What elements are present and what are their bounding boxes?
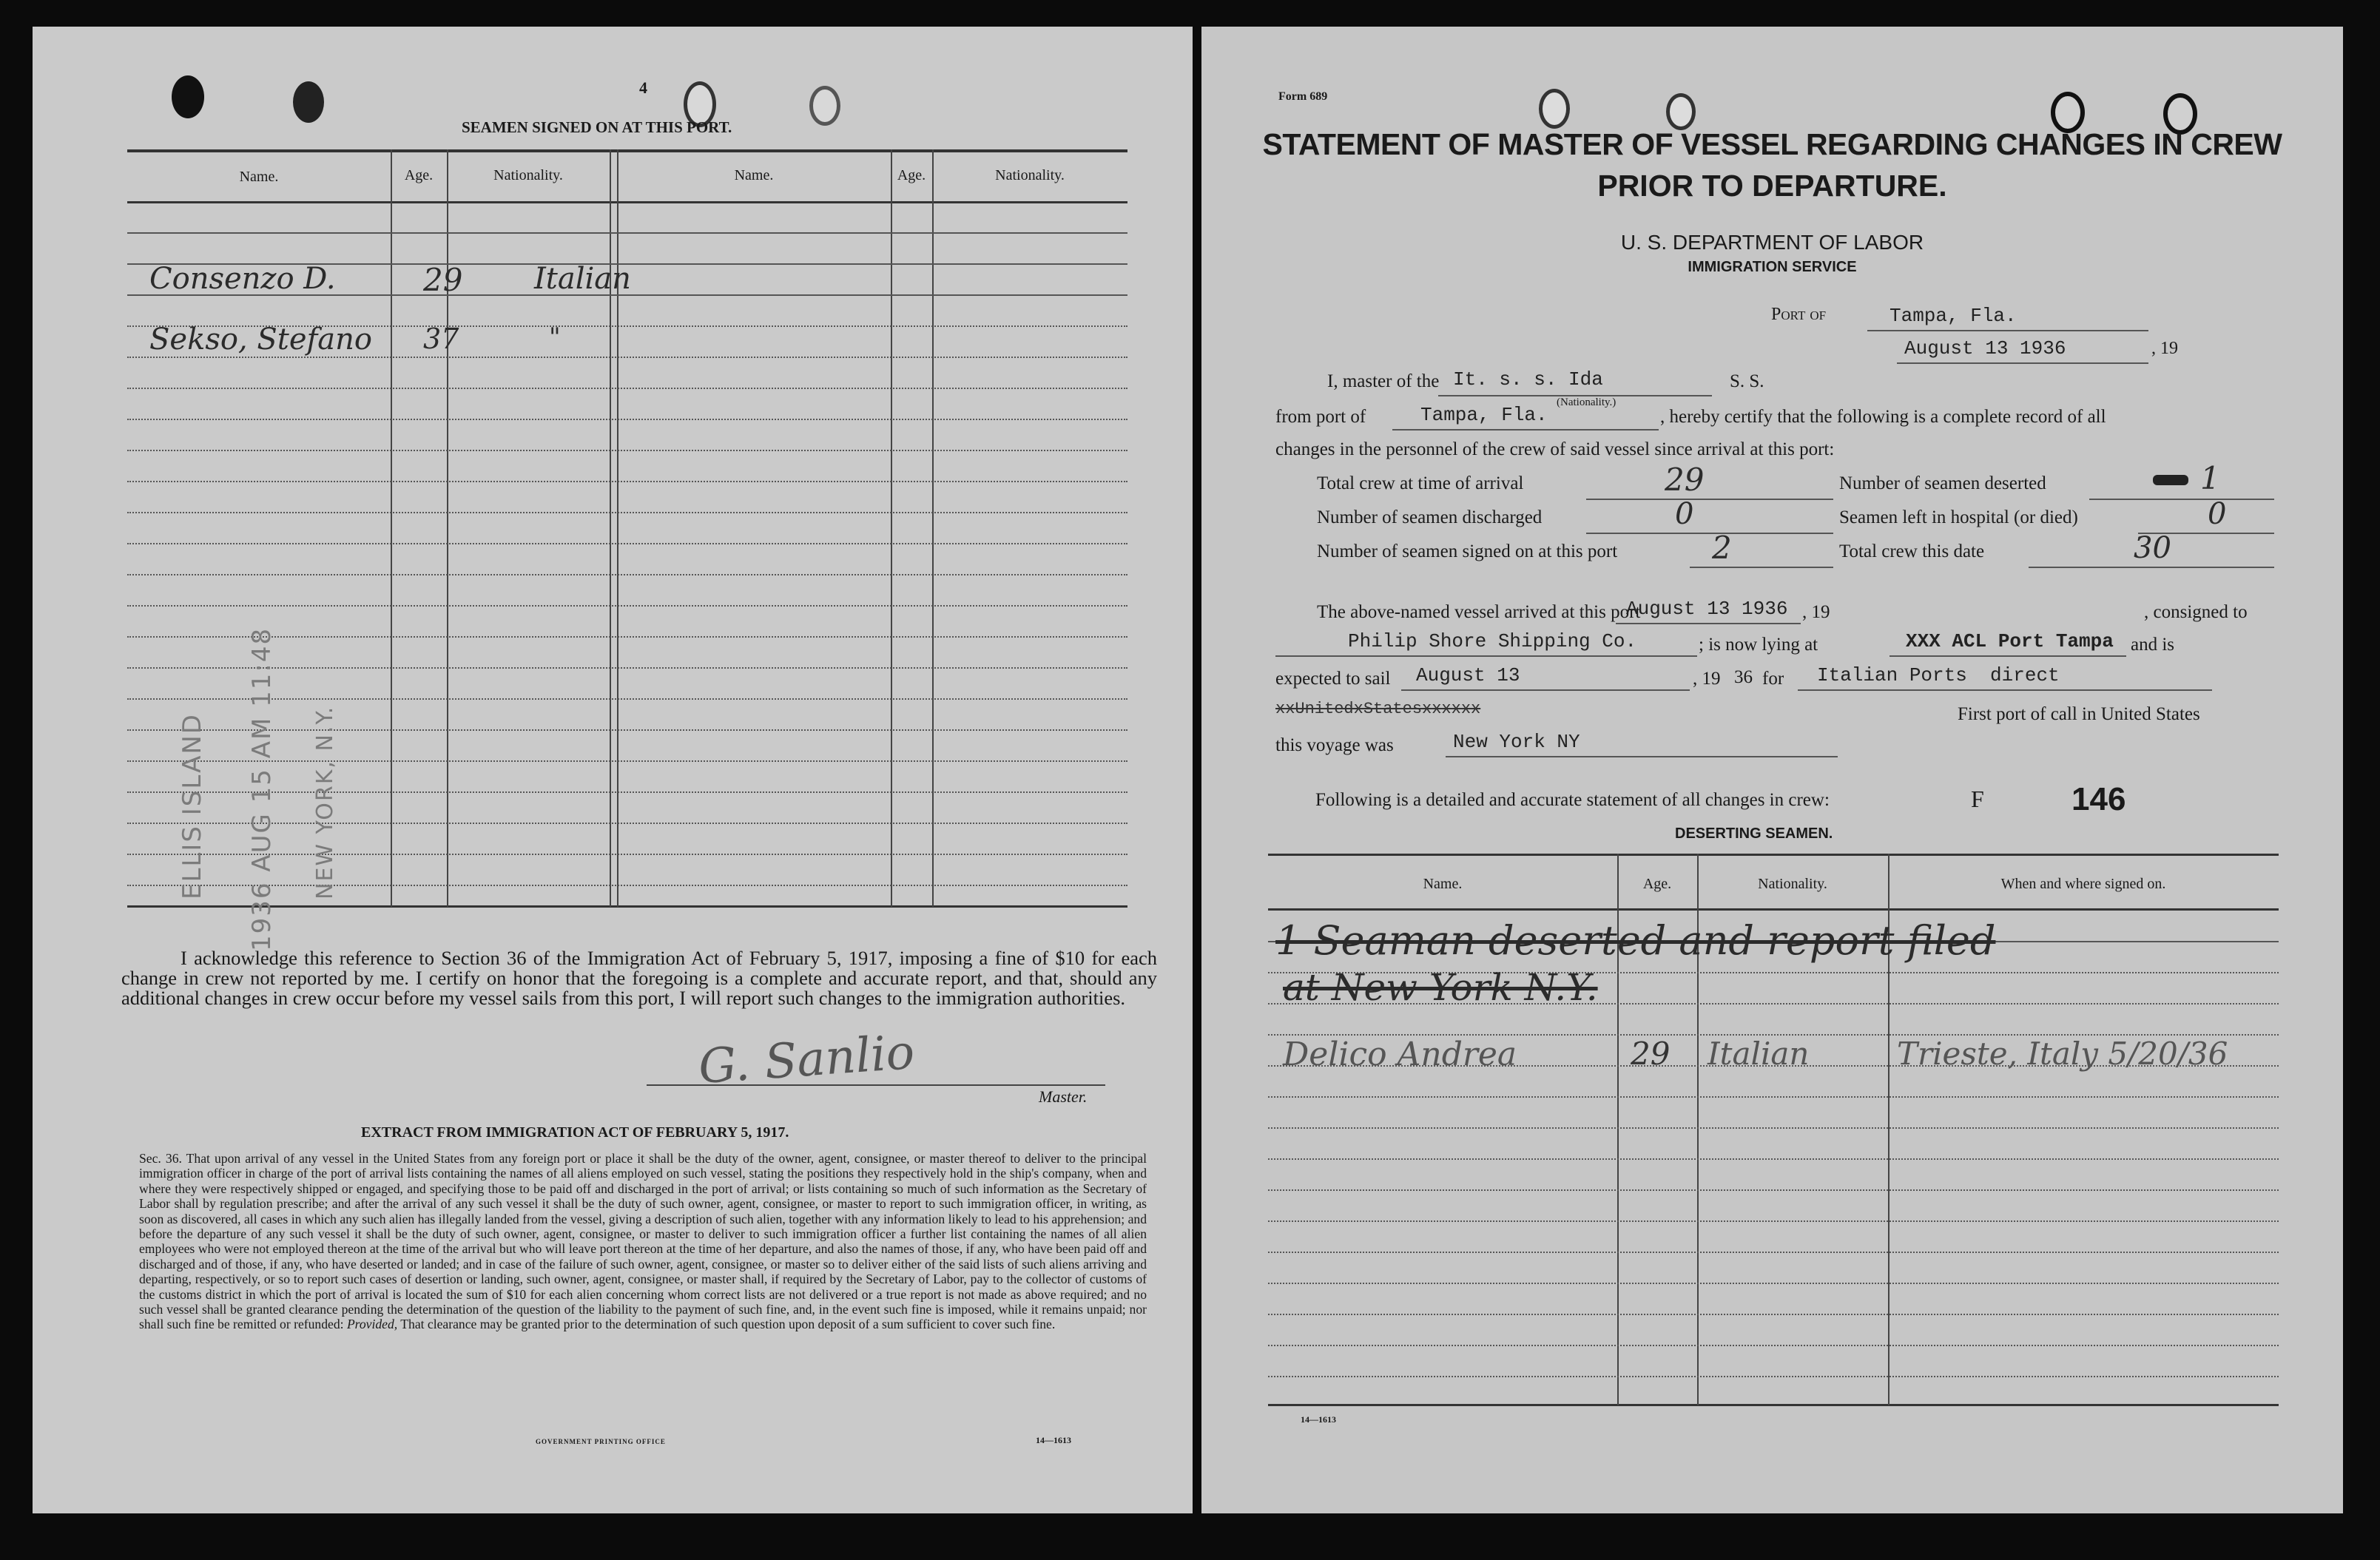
arrived-label: The above-named vessel arrived at this port (1317, 602, 1641, 622)
stamp-line: NEW YORK, N.Y. (312, 705, 338, 899)
column-header-name: Name. (734, 167, 774, 183)
table-rule (127, 450, 1127, 451)
year-prefix: , 19 (1802, 602, 1830, 622)
table-rule (1268, 1376, 2279, 1377)
deserting-note: 1 Seaman deserted and report filed (1275, 917, 1996, 964)
total-crew-date-label: Total crew this date (1839, 541, 1985, 561)
department-name: U. S. DEPARTMENT OF LABOR (1620, 231, 1924, 254)
struck-value: xxUnitedxStatesxxxxxx (1275, 700, 1481, 718)
table-rule (1268, 1252, 2279, 1253)
port-value: Tampa, Fla. (1889, 305, 2017, 327)
changes-text: changes in the personnel of the crew of said vessel since arrival at this port: (1275, 439, 1835, 459)
service-name: IMMIGRATION SERVICE (1688, 259, 1857, 275)
table-rule (127, 605, 1127, 607)
hospital-label: Seamen left in hospital (or died) (1839, 507, 2078, 527)
seaman-name: Delico Andrea (1283, 1036, 1517, 1073)
section-title: SEAMEN SIGNED ON AT THIS PORT. (462, 118, 732, 136)
column-header-name: Name. (239, 169, 279, 185)
seaman-nationality: Italian (534, 262, 631, 296)
lying-underline (1889, 655, 2126, 657)
date-underline (1897, 362, 2148, 364)
year-value: 36 (1734, 667, 1753, 687)
total-crew-date: 30 (2134, 531, 2171, 565)
from-port-value: Tampa, Fla. (1420, 404, 1548, 426)
table-header-rule (127, 201, 1127, 203)
consigned-label: , consigned to (2144, 602, 2248, 622)
total-crew-arrival-label: Total crew at time of arrival (1317, 473, 1524, 493)
expected-label: expected to sail (1275, 669, 1391, 689)
table-rule (127, 481, 1127, 482)
table-rule (127, 388, 1127, 389)
form-code: 14—1613 (1301, 1414, 1336, 1425)
master-signature: G. Sanlio (696, 1024, 917, 1095)
voyage-underline (1446, 756, 1838, 757)
ellis-island-stamp-city (312, 706, 338, 899)
date-value: August 13 1936 (1904, 337, 2066, 359)
extract-proviso: That clearance may be granted prior to the determination of such question upon deposit of a sum sufficient to cover such fine. (400, 1317, 1056, 1332)
form-subtitle: PRIOR TO DEPARTURE. (1597, 169, 1947, 203)
right-page (1201, 27, 2343, 1513)
arrived-underline (1616, 623, 1801, 624)
table-rule (1268, 1158, 2279, 1160)
table-rule (1268, 1127, 2279, 1129)
and-is-label: and is (2131, 635, 2175, 655)
deserted-label: Number of seamen deserted (1839, 473, 2046, 493)
vessel-name: It. s. s. Ida (1453, 368, 1603, 391)
expected-underline (1401, 689, 1690, 691)
column-header-nationality: Nationality. (493, 167, 563, 183)
printing-office: GOVERNMENT PRINTING OFFICE (536, 1438, 666, 1445)
file-number: 146 (2071, 781, 2126, 817)
table-top-rule (1268, 854, 2279, 856)
certify-text: , hereby certify that the following is a complete record of all (1660, 407, 2106, 427)
table-rule (127, 636, 1127, 638)
deserting-note: at New York N.Y. (1283, 966, 1598, 1009)
deserted-value: 1 (2200, 460, 2220, 496)
lying-value: XXX ACL Port Tampa (1906, 630, 2114, 652)
discharged-value: 0 (1675, 497, 1694, 531)
seaman-age: 37 (423, 323, 459, 355)
discharged-label: Number of seamen discharged (1317, 507, 1543, 527)
seaman-name: Consenzo D. (149, 262, 336, 296)
destination-underline (1798, 689, 2212, 691)
signed-on-value: 2 (1712, 530, 1732, 566)
table-rule (1268, 1189, 2279, 1191)
seaman-nationality: Italian (1708, 1036, 1810, 1072)
form-title: STATEMENT OF MASTER OF VESSEL REGARDING CHANGES IN CREW (1262, 127, 2282, 161)
lying-label: ; is now lying at (1699, 635, 1818, 655)
punch-hole (1539, 89, 1570, 129)
column-header-age: Age. (1642, 876, 1672, 892)
ss-label: S. S. (1730, 371, 1764, 391)
acknowledgement-text: I acknowledge this reference to Section 36 of the Immigration Act of February 5, 1917, imposing a fine of $10 for each change in crew not reported by me. I certify on honor that the foregoing is a complete and accurate report, and that, should any additional changes in crew occur before my vessel sails from this port, I will report such changes to the immigration authorities. (121, 947, 1157, 1009)
table-rule (127, 574, 1127, 575)
year-prefix-2: , 19 (1693, 669, 1721, 689)
port-label: Port of (1771, 305, 1827, 324)
stat-underline (2089, 499, 2274, 500)
table-rule (127, 232, 1127, 234)
destination-value: Italian Ports direct (1817, 664, 2060, 686)
extract-proviso-label: Provided, (346, 1317, 398, 1332)
form-number: Form 689 (1278, 90, 1328, 103)
table-rule (1268, 1314, 2279, 1315)
deserted-scribble (2153, 475, 2188, 485)
table-row (120, 323, 1008, 359)
master-of-label: I, master of the (1327, 371, 1440, 391)
column-header-name: Name. (1423, 876, 1463, 892)
seaman-nationality: " (549, 323, 561, 352)
table-header-rule (1268, 908, 2279, 911)
following-text: Following is a detailed and accurate statement of all changes in crew: (1315, 790, 1830, 810)
signed-on-label: Number of seamen signed on at this port (1317, 541, 1618, 561)
master-label: Master. (1039, 1087, 1088, 1106)
signature-line (647, 1084, 1105, 1086)
table-row (1268, 1036, 2279, 1080)
stamp-line: ELLIS ISLAND (178, 713, 207, 899)
arrived-value: August 13 1936 (1626, 598, 1788, 620)
year-suffix: , 19 (2151, 339, 2178, 358)
voyage-label: this voyage was (1275, 735, 1394, 755)
stat-underline (1586, 499, 1833, 500)
stamp-line: 1936 AUG 15 AM 11:48 (247, 627, 277, 951)
total-crew-arrival: 29 (1665, 462, 1705, 498)
table-rule (127, 729, 1127, 731)
table-rule (127, 854, 1127, 855)
left-page (33, 27, 1193, 1513)
voyage-value: New York NY (1453, 731, 1580, 753)
deserting-title: DESERTING SEAMEN. (1675, 825, 1833, 842)
table-rule (127, 698, 1127, 700)
table-top-rule (127, 149, 1127, 152)
table-rule (127, 760, 1127, 762)
table-rule (127, 823, 1127, 824)
table-row (120, 262, 1008, 299)
table-rule (127, 512, 1127, 513)
table-rule (127, 419, 1127, 420)
column-header-signed-on: When and where signed on. (2000, 876, 2166, 892)
stat-underline (1586, 533, 1833, 534)
seaman-signed-on: Trieste, Italy 5/20/36 (1897, 1036, 2228, 1072)
table-rule (1268, 1345, 2279, 1346)
table-rule (1268, 1220, 2279, 1222)
nationality-note: (Nationality.) (1557, 396, 1617, 408)
extract-body (139, 1151, 1147, 1332)
extract-title: EXTRACT FROM IMMIGRATION ACT OF FEBRUARY 5, 1917. (361, 1124, 789, 1141)
page-number: 4 (639, 78, 647, 97)
seaman-age: 29 (423, 262, 463, 298)
column-header-age: Age. (404, 167, 434, 183)
from-port-underline (1392, 429, 1659, 430)
seaman-name: Sekso, Stefano (149, 323, 372, 357)
consignee-underline (1275, 655, 1697, 657)
table-rule (127, 667, 1127, 669)
column-header-nationality: Nationality. (1758, 876, 1827, 892)
column-header-age: Age. (897, 167, 926, 183)
table-rule (1268, 1096, 2279, 1098)
punch-hole (293, 81, 324, 123)
stat-underline (2029, 567, 2274, 568)
expected-value: August 13 (1416, 664, 1520, 686)
table-bottom-rule (1268, 1404, 2279, 1406)
from-port-label: from port of (1275, 407, 1366, 427)
table-bottom-rule (127, 905, 1127, 908)
hospital-value: 0 (2208, 497, 2227, 531)
punch-hole (172, 75, 204, 118)
extract-text: Sec. 36. That upon arrival of any vessel in the United States from any foreign port or place it shall be the duty of the owner, agent, consignee, or master thereof to deliver to the principal immigration officer in charge of the port of arrival lists containing the names of all aliens employed on such vessel, stating the positions they respectively hold in the ship's company, when and where they were respectively shipped or engaged, and specifying those to be paid off and discharged in the port of arrival; or lists containing so much of such information as the Secretary of Labor shall by regulation prescribe; and after the arrival of any such vessel it shall be the duty of such owner, agent, consignee, or master to report to such immigration officer, in writing, as soon as discovered, all cases in which any such alien has illegally landed from the vessel, giving a description of such alien, together with any information likely to lead to his apprehension; and before the departure of any such vessel it shall be the duty of such owner, agent, consignee, or master to deliver to such immigration officer a further list containing the names of all alien employees who were not employed thereon at the time of the arrival but who will leave port thereon at the time of her departure, and also the names of those, if any, who have been paid off and discharged and of those, if any, who have deserted or landed; and in case of the failure of such owner, agent, consignee, or master so to deliver either of the said lists of such aliens arriving and departing, respectively, or so to report such cases of desertion or landing, such owner, agent, consignee, or master shall, if required by the Secretary of Labor, pay to the collector of customs of the customs district in which the port of arrival is located the sum of $10 for each alien concerning whom correct lists are not delivered or a true report is not made as above required; and no such vessel shall be granted clearance pending the determination of the question of the liability to the payment of such fine, and, in the event such fine is imposed, while it remains unpaid; nor shall such fine be remitted or refunded: (139, 1151, 1147, 1332)
for-label: for (1762, 669, 1784, 689)
form-code: 14—1613 (1036, 1435, 1071, 1445)
table-rule (127, 885, 1127, 886)
column-header-nationality: Nationality. (995, 167, 1065, 183)
file-mark: F (1971, 786, 1984, 812)
consignee-value: Philip Shore Shipping Co. (1348, 630, 1637, 652)
first-port-label: First port of call in United States (1958, 704, 2200, 724)
punch-hole (1666, 93, 1696, 130)
punch-hole (809, 86, 840, 126)
table-rule (127, 791, 1127, 793)
stat-underline (1690, 567, 1833, 568)
table-rule (1268, 1283, 2279, 1284)
ellis-island-stamp-date (247, 627, 277, 951)
seaman-age: 29 (1631, 1036, 1671, 1072)
table-rule (127, 543, 1127, 544)
port-underline (1867, 330, 2148, 331)
ellis-island-stamp (178, 713, 207, 899)
